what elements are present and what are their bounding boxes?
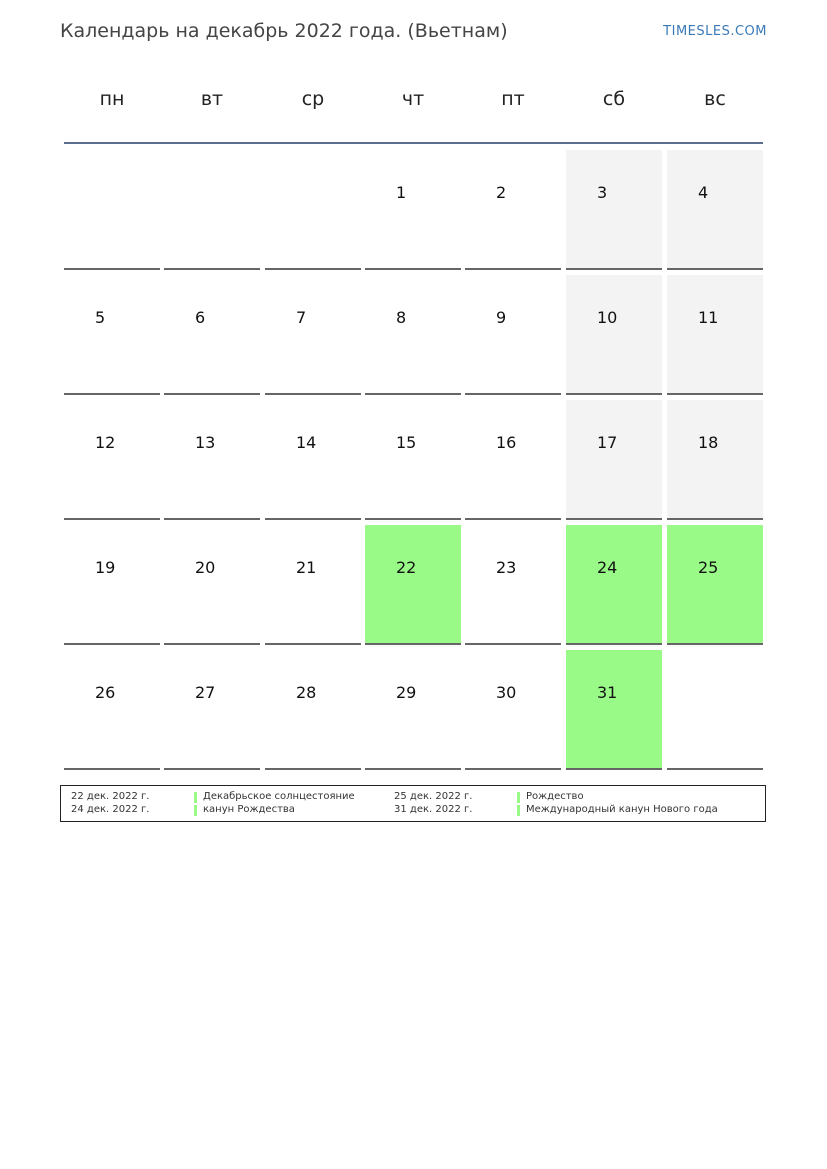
- legend-color-marker: [517, 792, 520, 803]
- day-number: 30: [496, 683, 517, 702]
- weekday-tue: вт: [200, 88, 224, 110]
- day-number: 18: [698, 433, 719, 452]
- day-cell: [64, 650, 160, 770]
- day-number: 22: [396, 558, 417, 577]
- day-cell: [566, 525, 662, 645]
- day-number: 13: [195, 433, 216, 452]
- day-cell: [265, 400, 361, 520]
- day-cell: [64, 525, 160, 645]
- legend-holiday-name: Декабрьское солнцестояние: [203, 791, 355, 802]
- day-cell: [64, 275, 160, 395]
- weekday-wed: ср: [301, 88, 325, 110]
- day-cell: [164, 525, 260, 645]
- day-number: 26: [95, 683, 116, 702]
- day-cell: [465, 150, 561, 270]
- day-number: 29: [396, 683, 417, 702]
- weekday-sat: сб: [602, 88, 626, 110]
- day-number: 8: [396, 308, 407, 327]
- day-cell: [265, 525, 361, 645]
- weekday-sun: вс: [704, 88, 726, 110]
- holiday-legend: [60, 785, 766, 822]
- legend-holiday-name: Международный канун Нового года: [526, 804, 718, 815]
- day-number: 4: [698, 183, 709, 202]
- day-number: 28: [296, 683, 317, 702]
- day-cell: [566, 400, 662, 520]
- page-title: Календарь на декабрь 2022 года. (Вьетнам): [60, 20, 508, 42]
- legend-holiday-name: Рождество: [526, 791, 584, 802]
- day-cell: [365, 275, 461, 395]
- day-cell: [164, 650, 260, 770]
- day-cell: [64, 400, 160, 520]
- day-number: 3: [597, 183, 608, 202]
- day-number: 12: [95, 433, 116, 452]
- day-number: 21: [296, 558, 317, 577]
- day-number: 20: [195, 558, 216, 577]
- day-cell: [465, 400, 561, 520]
- day-cell: [365, 150, 461, 270]
- day-cell: [465, 650, 561, 770]
- day-cell: [465, 275, 561, 395]
- day-cell: [566, 650, 662, 770]
- day-number: 9: [496, 308, 507, 327]
- day-number: 27: [195, 683, 216, 702]
- day-number: 17: [597, 433, 618, 452]
- day-number: 25: [698, 558, 719, 577]
- site-link[interactable]: TIMESLES.COM: [663, 24, 767, 39]
- day-cell: [265, 650, 361, 770]
- legend-date: 22 дек. 2022 г.: [71, 791, 150, 802]
- day-number: 14: [296, 433, 317, 452]
- day-cell: [667, 150, 763, 270]
- day-number: 24: [597, 558, 618, 577]
- day-cell: [465, 525, 561, 645]
- day-cell: [365, 400, 461, 520]
- day-cell: [265, 275, 361, 395]
- day-cell: [566, 150, 662, 270]
- day-number: 15: [396, 433, 417, 452]
- day-number: 16: [496, 433, 517, 452]
- day-cell: [365, 525, 461, 645]
- day-cell: [64, 150, 160, 270]
- day-cell: [265, 150, 361, 270]
- day-number: 2: [496, 183, 507, 202]
- day-cell: [667, 650, 763, 770]
- day-cell: [667, 525, 763, 645]
- legend-date: 31 дек. 2022 г.: [394, 804, 473, 815]
- day-cell: [164, 275, 260, 395]
- header-divider: [64, 142, 763, 144]
- weekday-thu: чт: [401, 88, 425, 110]
- day-number: 31: [597, 683, 618, 702]
- day-number: 10: [597, 308, 618, 327]
- legend-date: 24 дек. 2022 г.: [71, 804, 150, 815]
- weekday-mon: пн: [99, 88, 125, 110]
- day-cell: [667, 275, 763, 395]
- legend-color-marker: [194, 792, 197, 803]
- day-cell: [164, 400, 260, 520]
- day-cell: [164, 150, 260, 270]
- day-cell: [365, 650, 461, 770]
- day-number: 6: [195, 308, 206, 327]
- day-number: 5: [95, 308, 106, 327]
- day-number: 23: [496, 558, 517, 577]
- weekday-header: [64, 88, 763, 120]
- day-number: 19: [95, 558, 116, 577]
- legend-date: 25 дек. 2022 г.: [394, 791, 473, 802]
- day-number: 11: [698, 308, 719, 327]
- day-number: 1: [396, 183, 407, 202]
- day-cell: [667, 400, 763, 520]
- legend-holiday-name: канун Рождества: [203, 804, 295, 815]
- day-cell: [566, 275, 662, 395]
- legend-color-marker: [517, 805, 520, 816]
- day-number: 7: [296, 308, 307, 327]
- legend-color-marker: [194, 805, 197, 816]
- weekday-fri: пт: [501, 88, 525, 110]
